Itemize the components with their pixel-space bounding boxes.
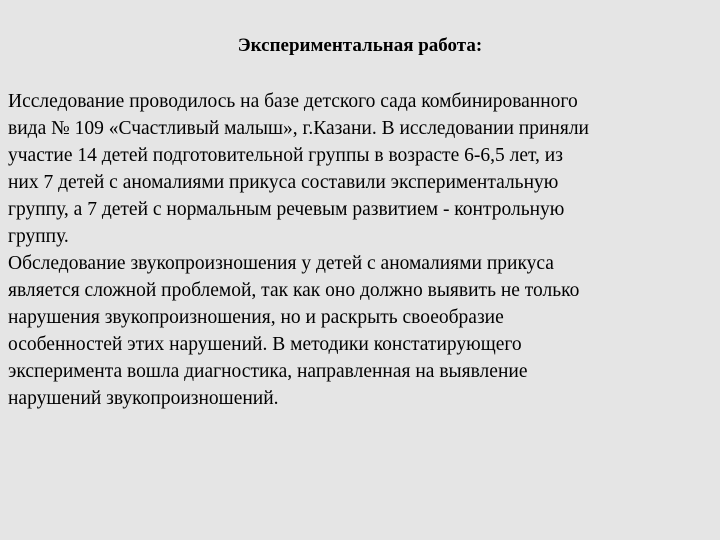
text-line: вида № 109 «Счастливый малыш», г.Казани. В исследовании приняли [8,118,589,139]
text-line: Обследование звукопроизношения у детей с аномалиями прикуса [8,253,554,274]
text-line: группу, а 7 детей с нормальным речевым развитием - контрольную [8,199,565,220]
text-line: является сложной проблемой, так как оно должно выявить не только [8,280,580,301]
text-line: особенностей этих нарушений. В методики констатирующего [8,334,522,355]
slide-body-text [8,88,716,412]
text-line: группу. [8,226,69,247]
slide-title: Экспериментальная работа: [237,35,483,56]
text-line: участие 14 детей подготовительной группы в возрасте 6-6,5 лет, из [8,145,563,166]
text-line: них 7 детей с аномалиями прикуса составили экспериментальную [8,172,559,193]
text-line: нарушений звукопроизношений. [8,388,279,409]
text-line: нарушения звукопроизношения, но и раскрыть своеобразие [8,307,504,328]
text-line: эксперимента вошла диагностика, направленная на выявление [8,361,528,382]
text-line: Исследование проводилось на базе детского сада комбинированного [8,91,578,112]
